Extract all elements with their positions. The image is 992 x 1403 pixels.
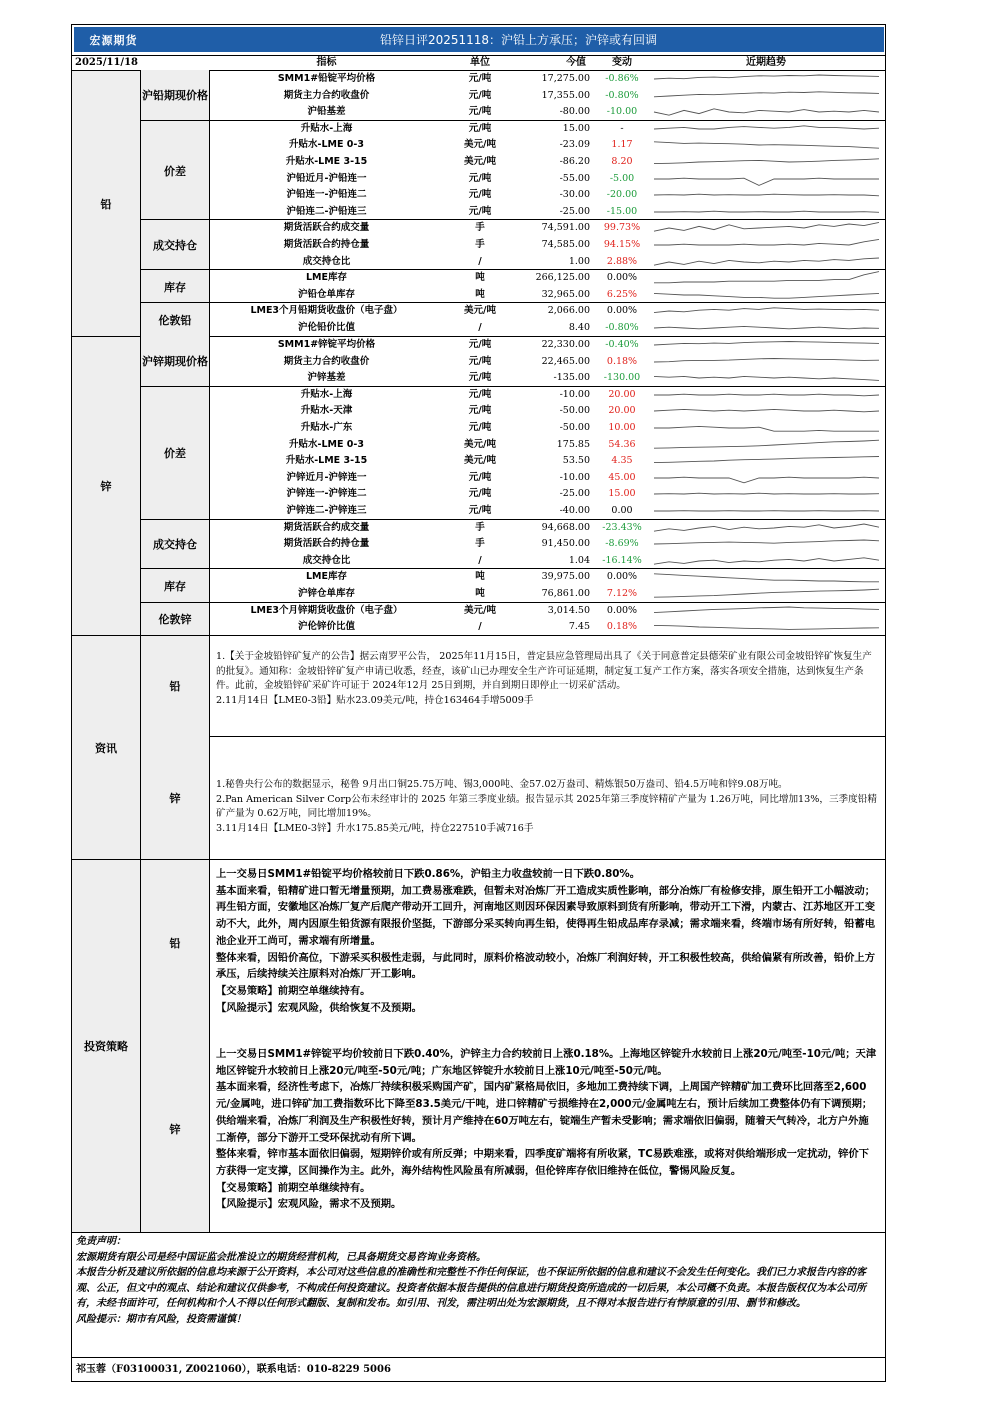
value-cell: -80.00	[559, 106, 590, 118]
strategy-lead-body	[210, 866, 885, 1016]
indicator-name: 期货活跃合约成交量	[283, 222, 370, 234]
value-cell: 32,965.00	[541, 288, 590, 300]
group-label: 价差	[141, 120, 210, 221]
table-row	[210, 387, 885, 404]
change-cell: -130.00	[603, 372, 641, 384]
unit-cell: 美元/吨	[464, 139, 496, 151]
indicator-name: 沪锌连一-沪锌连二	[286, 488, 367, 500]
trend-sparkline	[650, 603, 882, 619]
indicator-name: 升贴水-LME 0-3	[289, 438, 364, 450]
value-cell: -25.00	[559, 488, 590, 500]
trend-line	[654, 109, 879, 115]
table-row	[210, 603, 885, 620]
trend-line	[654, 358, 879, 362]
table-row	[210, 121, 885, 138]
table-row	[210, 437, 885, 454]
trend-line	[654, 394, 879, 396]
trend-sparkline	[650, 270, 882, 286]
value-cell: 94,668.00	[541, 521, 590, 533]
trend-line	[654, 91, 879, 96]
unit-cell: /	[478, 255, 482, 267]
value-cell: -55.00	[559, 172, 590, 184]
trend-line	[654, 410, 879, 412]
trend-sparkline	[650, 104, 882, 120]
value-cell: 3,014.50	[547, 604, 590, 616]
table-row	[210, 569, 885, 586]
change-cell: -16.14%	[602, 554, 642, 566]
value-cell: 39,975.00	[541, 571, 590, 583]
indicator-name: 沪铅仓单库存	[297, 288, 355, 300]
change-cell: -0.80%	[605, 89, 639, 101]
table-row	[210, 104, 885, 121]
trend-sparkline	[650, 220, 882, 236]
strategy-zinc-item: 整体来看，锌市基本面依旧偏弱，短期锌价或有所反弹；中期来看，四季度矿端将有所收紧，TC易跌难涨，或将对供给端形成一定扰动，锌价下方获得一定支撑，区间操作为主。此外，海外结构性风险虽有所减弱，但伦锌库存依旧维持在低位，警惕风险反复。	[216, 1148, 869, 1177]
company-logo	[74, 27, 153, 52]
disclaimer-line: 风险提示：期市有风险，投资需谨慎！	[76, 1313, 246, 1325]
unit-cell: 手	[475, 538, 485, 550]
trend-sparkline	[650, 320, 882, 336]
unit-cell: 元/吨	[468, 73, 492, 84]
table-row	[210, 536, 885, 553]
change-cell: -5.00	[609, 172, 635, 184]
value-cell: 76,861.00	[541, 588, 590, 599]
indicator-name: 期货主力合约收盘价	[283, 355, 370, 367]
value-cell: 175.85	[556, 438, 590, 450]
value-cell: -135.00	[553, 372, 590, 384]
trend-sparkline	[650, 586, 882, 602]
change-cell: -20.00	[606, 189, 638, 201]
group-label: 伦敦铅	[141, 302, 210, 336]
unit-cell: 手	[475, 239, 485, 250]
strategy-lead-item: 整体来看，因铅价高位，下游采买积极性走弱，与此同时，原料价格波动较小，冶炼厂利润好转，开工积极性较高，供给偏紧有所改善，铅价上方承压，后续持续关注原料对冶炼厂开工影响。	[216, 951, 875, 981]
disclaimer	[72, 1232, 885, 1357]
value-cell: 74,585.00	[541, 239, 590, 250]
trend-sparkline	[650, 437, 882, 453]
trend-line	[654, 211, 879, 212]
unit-cell: 手	[475, 222, 485, 234]
news-lead-item: 2.11月14日【LME0-3铅】贴水23.09美元/吨，持仓163464手增5009手	[216, 694, 534, 706]
zinc-section	[72, 336, 885, 635]
report-title: 铅锌日评20251118：沪铅上方承压；沪锌或有回调	[153, 27, 884, 52]
unit-cell: 元/吨	[468, 471, 492, 483]
value-cell: -40.00	[559, 505, 590, 516]
strategy-zinc-item: 【风险提示】宏观风险，需求不及预期。	[216, 1198, 402, 1211]
unit-cell: 美元/吨	[464, 438, 496, 450]
indicator-name: SMM1#锌锭平均价格	[277, 339, 376, 350]
trend-sparkline	[650, 71, 882, 87]
unit-cell: 手	[475, 521, 485, 533]
change-cell: 8.20	[611, 156, 633, 167]
indicator-name: 成交持仓比	[302, 554, 351, 566]
table-row	[210, 220, 885, 237]
change-cell: -15.00	[606, 205, 638, 217]
trend-line	[654, 426, 879, 431]
indicator-name: LME库存	[306, 272, 347, 284]
unit-cell: /	[478, 621, 482, 633]
table-row	[210, 137, 885, 154]
unit-cell: 吨	[475, 571, 485, 583]
trend-line	[654, 558, 879, 564]
change-cell: 6.25%	[606, 288, 638, 300]
table-row	[210, 154, 885, 171]
unit-cell: 美元/吨	[464, 604, 496, 616]
change-cell: 2.88%	[606, 255, 638, 267]
change-cell: 0.00%	[606, 571, 638, 583]
table-row	[210, 453, 885, 470]
unit-cell: 元/吨	[468, 422, 492, 433]
value-cell: 7.45	[568, 621, 590, 633]
change-cell: 10.00	[608, 422, 636, 433]
trend-sparkline	[650, 420, 882, 436]
news-label: 资讯	[72, 636, 141, 859]
trend-line	[654, 258, 879, 265]
value-cell: 2,066.00	[547, 305, 590, 317]
trend-sparkline	[650, 204, 882, 220]
trend-line	[654, 524, 879, 531]
group-label: 伦敦锌	[141, 602, 210, 636]
table-row	[210, 354, 885, 371]
unit-cell: /	[478, 554, 482, 566]
value-cell: 53.50	[562, 455, 590, 467]
table-row	[210, 403, 885, 420]
indicator-name: 沪锌基差	[307, 372, 346, 384]
indicator-name: 沪锌仓单库存	[297, 588, 355, 599]
indicator-name: LME3个月铅期货收盘价（电子盘）	[250, 305, 403, 317]
trend-line	[654, 494, 879, 495]
unit-cell: 元/吨	[468, 122, 492, 134]
col-indicator: 指标	[316, 57, 337, 68]
trend-sparkline	[650, 486, 882, 502]
table-row	[210, 237, 885, 254]
table-row	[210, 187, 885, 204]
indicator-name: LME3个月锌期货收盘价（电子盘）	[250, 604, 403, 616]
value-cell: 74,591.00	[541, 222, 590, 234]
unit-cell: /	[478, 322, 482, 333]
change-cell: 0.18%	[606, 621, 638, 633]
strategy-section	[72, 859, 885, 1232]
table-row	[210, 619, 885, 636]
trend-line	[654, 574, 879, 582]
group-label: 成交持仓	[141, 219, 210, 270]
trend-sparkline	[650, 154, 882, 170]
value-cell: 22,330.00	[541, 339, 590, 350]
unit-cell: 元/吨	[468, 106, 492, 118]
unit-cell: 元/吨	[468, 372, 492, 384]
change-cell: 0.00%	[606, 305, 638, 317]
indicator-name: 升贴水-LME 3-15	[285, 156, 368, 167]
unit-cell: 美元/吨	[464, 305, 496, 317]
report-date: 2025/11/18	[75, 57, 138, 68]
unit-cell: 元/吨	[468, 205, 492, 217]
table-row	[210, 553, 885, 570]
unit-cell: 元/吨	[468, 505, 492, 516]
col-trend: 近期趋势	[746, 57, 786, 68]
indicator-name: 期货活跃合约持仓量	[283, 538, 370, 550]
group-label: 沪铅期现价格	[141, 70, 210, 121]
change-cell: -23.43%	[602, 521, 642, 533]
value-cell: 17,275.00	[541, 73, 590, 84]
strategy-zinc-body	[210, 1046, 885, 1213]
trend-line	[654, 626, 879, 630]
value-cell: 91,450.00	[541, 538, 590, 550]
change-cell: 4.35	[611, 455, 633, 467]
change-cell: 0.00%	[606, 272, 638, 284]
trend-line	[654, 272, 879, 283]
trend-sparkline	[650, 536, 882, 552]
trend-line	[654, 142, 879, 148]
table-row	[210, 287, 885, 304]
unit-cell: 吨	[475, 288, 485, 300]
news-lead-item: 1.【关于金坡铅锌矿复产的公告】据云南罗平公告， 2025年11月15日，普定县应急管理局出具了《关于同意普定县德荣矿业有限公司金坡铅锌矿恢复生产的批复》。通知称：金坡铅锌矿复产申请已收悉，经查，该矿山已办理安全生产许可证延期，制定复工复产工作方案，落实各项安全措施，达到恢复生产条件。此前，金坡铅锌矿采矿许可证于 2024年12月 25日到期，并自到期日即停止一切采矿活动。	[216, 651, 872, 691]
trend-sparkline	[650, 370, 882, 386]
strategy-zinc-item: 基本面来看，经济性考虑下，冶炼厂持续积极采购国产矿，国内矿紧格局依旧，多地加工费持续下调，上周国产锌精矿加工费环比回落至2,600元/金属吨，进口锌矿加工费指数环比下降至83.5美元/干吨，进口锌精矿亏损维持在2,000元/金属吨左右，预计后续加工费整体仍有下调预期；供给端来看，冶炼厂利润及生产积极性好转，预计月产维持在60万吨左右，锭端生产暂未受影响；需求端依旧偏弱，随着天气转冷，北方户外施工渐停，部分下游开工受环保扰动有所下调。	[216, 1081, 873, 1144]
change-cell: -0.40%	[605, 339, 639, 350]
table-row	[210, 520, 885, 537]
table-row	[210, 337, 885, 354]
change-cell: -8.69%	[605, 538, 639, 550]
lead-metal-label: 铅	[72, 71, 141, 337]
news-zinc-label: 锌	[141, 736, 210, 860]
change-cell: 0.00%	[606, 604, 638, 616]
table-row	[210, 88, 885, 105]
trend-sparkline	[650, 137, 882, 153]
change-cell: -10.00	[606, 106, 638, 118]
indicator-name: 沪锌连二-沪锌连三	[286, 505, 367, 516]
change-cell: 20.00	[608, 388, 636, 400]
trend-sparkline	[650, 520, 882, 536]
indicator-name: 沪铅连二-沪铅连三	[286, 205, 367, 217]
strategy-zinc-label: 锌	[141, 1025, 210, 1233]
unit-cell: 元/吨	[468, 89, 492, 101]
author-footer: 祁玉蓉（F03100031, Z0021060），联系电话：010-8229 5006	[72, 1357, 885, 1381]
change-cell: 45.00	[608, 471, 636, 483]
trend-line	[654, 477, 879, 483]
value-cell: 1.00	[568, 255, 590, 267]
indicator-name: SMM1#铅锭平均价格	[277, 73, 376, 84]
zinc-metal-label: 锌	[72, 337, 141, 636]
trend-sparkline	[650, 503, 882, 519]
table-row	[210, 320, 885, 337]
trend-line	[654, 377, 879, 381]
table-row	[210, 254, 885, 271]
value-cell: 1.04	[568, 554, 590, 566]
indicator-name: 沪伦锌价比值	[297, 621, 355, 633]
news-lead-label: 铅	[141, 635, 210, 736]
table-row	[210, 470, 885, 487]
divider	[210, 736, 885, 737]
table-row	[210, 486, 885, 503]
table-row	[210, 71, 885, 88]
indicator-name: LME库存	[306, 571, 347, 583]
strategy-lead-item: 基本面来看，铅精矿进口暂无增量预期，加工费易涨难跌，但暂未对冶炼厂开工造成实质性影响，部分冶炼厂有检修安排，原生铅开工小幅波动；再生铅方面，安徽地区冶炼厂复产后爬产带动开工回升，河南地区则因环保因素导致原料到货有所影响，带动开工下滑，内蒙古、江苏地区开工变动不大，此外，周内因原生铅货源有限报价坚挺，下游部分采买转向再生铅，使得再生铅成品库存录减；需求端来看，终端市场有所好转，铅蓄电池企业开工尚可，需求端有所增量。	[216, 884, 875, 947]
indicator-name: 期货活跃合约持仓量	[283, 239, 370, 250]
news-zinc-item: 1.秘鲁央行公布的数据显示，秘鲁 9月出口铜25.75万吨、锡3,000吨、金57.02万盎司、精炼银50万盎司、铅4.5万吨和锌9.08万吨。	[216, 779, 788, 790]
value-cell: 22,465.00	[541, 355, 590, 367]
trend-line	[654, 342, 879, 346]
unit-cell: 吨	[475, 272, 485, 284]
change-cell: 99.73%	[603, 222, 641, 234]
trend-line	[654, 293, 879, 298]
trend-sparkline	[650, 88, 882, 104]
value-cell: 8.40	[568, 322, 590, 333]
unit-cell: 元/吨	[468, 388, 492, 400]
indicator-name: 沪伦铅价比值	[297, 322, 355, 333]
table-row	[210, 586, 885, 603]
change-cell: 7.12%	[606, 588, 638, 599]
strategy-zinc-item: 上一交易日SMM1#锌锭平均价较前日下跌0.40%，沪锌主力合约较前日上涨0.18%。上海地区锌锭升水较前日上涨20元/吨至-10元/吨；天津地区锌锭升水较前日上涨20元/吨至-50元/吨；广东地区锌锭升水较前日上涨10元/吨至-50元/吨。	[216, 1048, 877, 1077]
change-cell: 54.36	[608, 438, 636, 450]
unit-cell: 元/吨	[468, 172, 492, 184]
indicator-name: 升贴水-广东	[300, 422, 353, 433]
trend-line	[654, 178, 879, 185]
indicator-name: 升贴水-上海	[300, 388, 353, 400]
trend-sparkline	[650, 237, 882, 253]
trend-sparkline	[650, 337, 882, 353]
unit-cell: 元/吨	[468, 405, 492, 417]
trend-sparkline	[650, 569, 882, 585]
group-label: 库存	[141, 269, 210, 303]
trend-line	[654, 440, 879, 448]
indicator-name: 沪铅连一-沪铅连二	[286, 189, 367, 201]
trend-line	[654, 223, 879, 232]
trend-sparkline	[650, 303, 882, 319]
value-cell: 17,355.00	[541, 89, 590, 101]
indicator-name: 升贴水-LME 0-3	[289, 139, 364, 151]
news-zinc-item: 2.Pan American Silver Corp公布未经审计的 2025 年第三季度业绩。报告显示其 2025年第三季度锌精矿产量为 1.26万吨，同比增加13%，三季度铅精矿产量为 0.62万吨，同比增加19%。	[216, 793, 877, 819]
col-change: 变动	[612, 57, 632, 68]
change-cell: -	[620, 122, 624, 134]
indicator-name: 升贴水-天津	[300, 405, 353, 417]
group-label: 沪锌期现价格	[141, 336, 210, 387]
trend-line	[654, 589, 879, 597]
value-cell: -23.09	[559, 139, 590, 151]
strategy-lead-item: 上一交易日SMM1#铅锭平均价格较前日下跌0.86%，沪铅主力收盘较前一日下跌0.80%。	[216, 868, 641, 880]
group-label: 成交持仓	[141, 519, 210, 570]
indicator-name: 沪铅基差	[307, 106, 346, 118]
change-cell: 1.17	[611, 139, 633, 151]
disclaimer-line: 本报告分析及建议所依据的信息均来源于公开资料，本公司对这些信息的准确性和完整性不作任何保证，也不保证所依据的信息和建议不会发生任何变化。我们已力求报告内容的客观、公正，但文中的观点、结论和建议仅供参考，不构成任何投资建议。投资者依据本报告提供的信息进行期货投资所造成的一切后果，本公司概不负责。本报告版权仅为本公司所有，未经书面许可，任何机构和个人不得以任何形式翻版、复制和发布。如引用、刊发，需注明出处为宏源期货，且不得对本报告进行有悖原意的引用、删节和修改。	[76, 1267, 866, 1309]
trend-line	[654, 159, 879, 164]
disclaimer-line: 宏源期货有限公司是经中国证监会批准设立的期货经营机构，已具备期货交易咨询业务资格。	[76, 1251, 486, 1263]
trend-line	[654, 194, 879, 196]
trend-sparkline	[650, 287, 882, 303]
trend-sparkline	[650, 619, 882, 635]
trend-line	[654, 126, 879, 129]
indicator-name: 成交持仓比	[302, 255, 351, 267]
trend-sparkline	[650, 470, 882, 486]
change-cell: 0.18%	[606, 355, 638, 367]
value-cell: -25.00	[559, 205, 590, 217]
strategy-lead-item: 【交易策略】前期空单继续持有。	[216, 984, 371, 997]
value-cell: -30.00	[559, 189, 590, 201]
table-row	[210, 171, 885, 188]
table-row	[210, 370, 885, 387]
table-row	[210, 270, 885, 287]
col-unit: 单位	[470, 57, 490, 68]
value-cell: -10.00	[559, 388, 590, 400]
indicator-name: 期货主力合约收盘价	[283, 89, 370, 101]
trend-line	[654, 457, 879, 463]
value-cell: -86.20	[559, 156, 590, 167]
value-cell: 15.00	[562, 122, 590, 134]
trend-sparkline	[650, 387, 882, 403]
trend-sparkline	[650, 453, 882, 469]
indicator-name: 升贴水-上海	[300, 122, 353, 134]
value-cell: -10.00	[559, 471, 590, 483]
news-lead-body	[210, 650, 885, 708]
change-cell: -0.86%	[605, 73, 639, 84]
trend-sparkline	[650, 187, 882, 203]
indicator-name: 期货活跃合约成交量	[283, 521, 370, 533]
value-cell: -50.00	[559, 405, 590, 417]
unit-cell: 元/吨	[468, 355, 492, 367]
strategy-lead-label: 铅	[141, 859, 210, 1025]
value-cell: -50.00	[559, 422, 590, 433]
report-header	[72, 25, 885, 54]
table-row	[210, 420, 885, 437]
table-row	[210, 503, 885, 520]
trend-line	[654, 326, 879, 328]
strategy-zinc-item: 【交易策略】前期空单继续持有。	[216, 1181, 371, 1194]
unit-cell: 美元/吨	[464, 156, 496, 167]
indicator-name: 沪铅近月-沪铅连一	[286, 172, 367, 184]
unit-cell: 元/吨	[468, 189, 492, 201]
trend-sparkline	[650, 354, 882, 370]
unit-cell: 美元/吨	[464, 455, 496, 467]
trend-line	[654, 308, 879, 313]
indicator-name: 升贴水-LME 3-15	[285, 455, 368, 467]
strategy-lead-item: 【风险提示】宏观风险，供给恢复不及预期。	[216, 1001, 422, 1014]
change-cell: 0.00	[611, 505, 633, 516]
indicator-name: 沪锌近月-沪锌连一	[286, 471, 367, 483]
change-cell: -0.80%	[605, 322, 639, 333]
trend-sparkline	[650, 553, 882, 569]
change-cell: 15.00	[608, 488, 636, 500]
trend-sparkline	[650, 254, 882, 270]
trend-sparkline	[650, 403, 882, 419]
trend-sparkline	[650, 121, 882, 137]
logo-text: 宏源期货	[89, 33, 138, 47]
trend-line	[654, 540, 879, 544]
group-label: 库存	[141, 568, 210, 602]
group-label: 价差	[141, 386, 210, 520]
news-zinc-item: 3.11月14日【LME0-3锌】升水175.85美元/吨，持仓227510手减716手	[216, 822, 534, 834]
trend-sparkline	[650, 171, 882, 187]
table-header	[72, 55, 885, 71]
news-section	[72, 635, 885, 859]
news-zinc-body	[210, 778, 885, 836]
report-frame	[71, 24, 886, 1382]
value-cell: 266,125.00	[535, 272, 590, 284]
change-cell: 20.00	[608, 405, 636, 417]
unit-cell: 元/吨	[468, 488, 492, 500]
unit-cell: 吨	[475, 588, 485, 599]
trend-line	[654, 75, 879, 79]
col-value: 今值	[566, 57, 586, 68]
table-row	[210, 204, 885, 221]
trend-line	[654, 239, 879, 245]
disclaimer-title: 免责声明：	[76, 1236, 126, 1247]
trend-line	[654, 607, 879, 613]
unit-cell: 元/吨	[468, 339, 492, 350]
strategy-label: 投资策略	[72, 860, 141, 1232]
table-row	[210, 303, 885, 320]
change-cell: 94.15%	[603, 239, 641, 250]
lead-section	[72, 70, 885, 336]
